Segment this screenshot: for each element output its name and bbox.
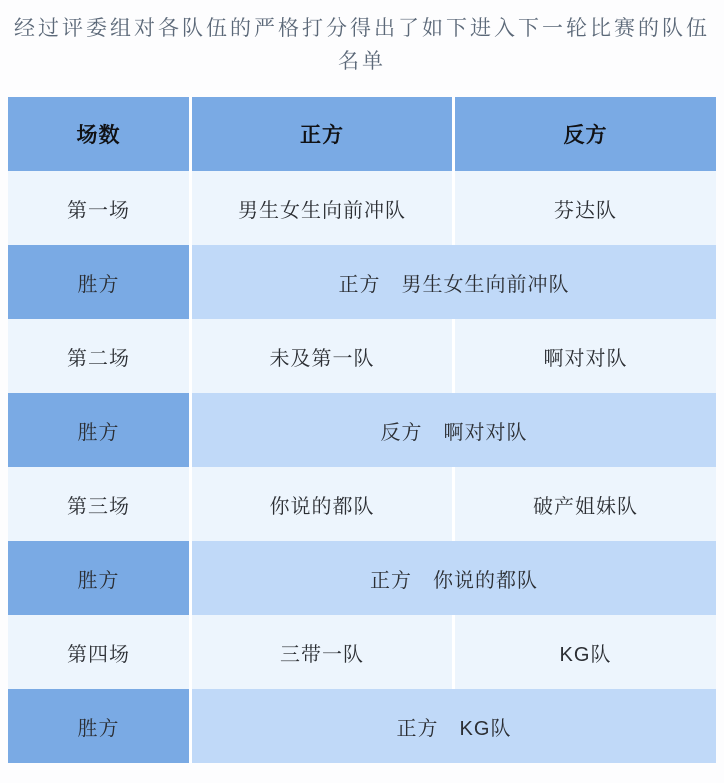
winner-label: 胜方 xyxy=(8,393,189,467)
table-row-winner-1 xyxy=(8,245,716,319)
table-row-winner-3 xyxy=(8,541,716,615)
page-title xyxy=(0,0,724,78)
table-row-match-3 xyxy=(8,467,716,541)
pro-team: 未及第一队 xyxy=(192,319,452,393)
page-title-line2: 名单 xyxy=(338,50,386,73)
table-row-winner-4 xyxy=(8,689,716,763)
winner-label: 胜方 xyxy=(8,541,189,615)
winner-team: 正方 KG队 xyxy=(192,689,716,763)
match-number: 第二场 xyxy=(8,319,189,393)
con-team: 芬达队 xyxy=(455,171,716,245)
match-number: 第四场 xyxy=(8,615,189,689)
table-row-winner-2 xyxy=(8,393,716,467)
winner-team: 正方 你说的都队 xyxy=(192,541,716,615)
table-header-row xyxy=(8,97,716,171)
match-number: 第三场 xyxy=(8,467,189,541)
con-team: 啊对对队 xyxy=(455,319,716,393)
table-row-match-4 xyxy=(8,615,716,689)
header-cell-con-side: 反方 xyxy=(455,97,716,171)
winner-team: 反方 啊对对队 xyxy=(192,393,716,467)
header-cell-match-number: 场数 xyxy=(8,97,189,171)
pro-team: 男生女生向前冲队 xyxy=(192,171,452,245)
con-team: 破产姐妹队 xyxy=(455,467,716,541)
table-row-match-1 xyxy=(8,171,716,245)
winner-team: 正方 男生女生向前冲队 xyxy=(192,245,716,319)
pro-team: 你说的都队 xyxy=(192,467,452,541)
page-title-line1: 经过评委组对各队伍的严格打分得出了如下进入下一轮比赛的队伍 xyxy=(14,17,710,40)
winner-label: 胜方 xyxy=(8,689,189,763)
winner-label: 胜方 xyxy=(8,245,189,319)
con-team: KG队 xyxy=(455,615,716,689)
table-row-match-2 xyxy=(8,319,716,393)
match-results-table xyxy=(8,97,716,763)
header-cell-pro-side: 正方 xyxy=(192,97,452,171)
pro-team: 三带一队 xyxy=(192,615,452,689)
match-number: 第一场 xyxy=(8,171,189,245)
